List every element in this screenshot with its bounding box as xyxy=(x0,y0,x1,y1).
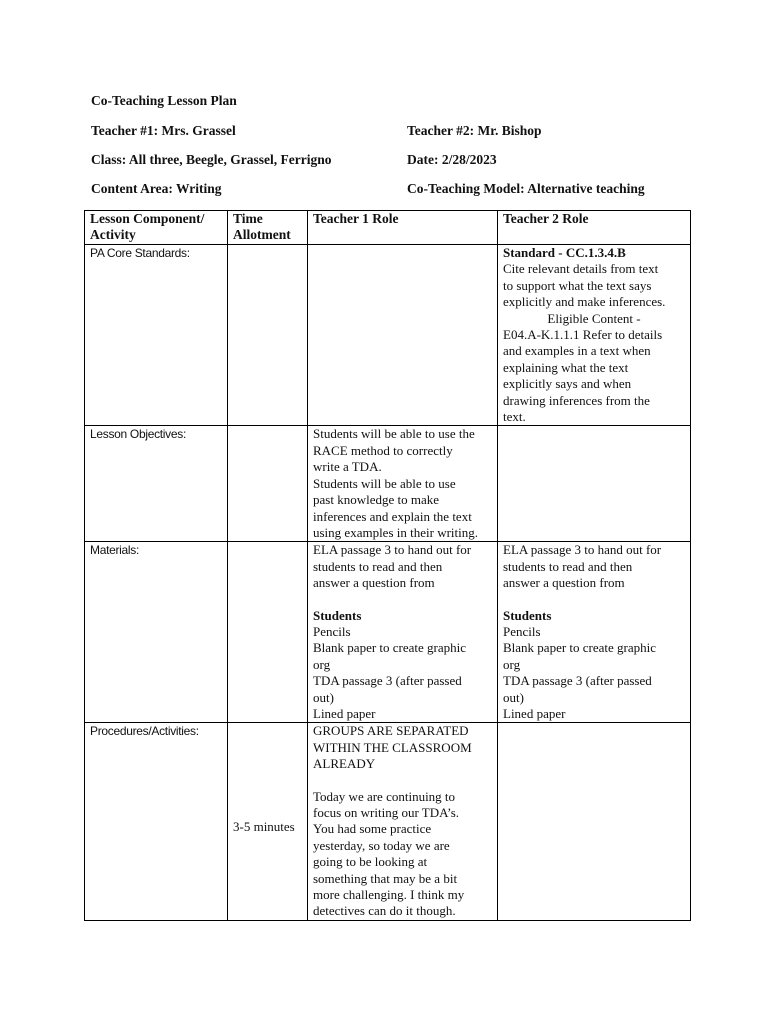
row-label: Materials: xyxy=(85,542,228,723)
text-line: past knowledge to make xyxy=(313,492,439,508)
teacher-2-cell xyxy=(498,542,691,723)
text-line: E04.A-K.1.1.1 Refer to details xyxy=(503,327,663,343)
text-line: going to be looking at xyxy=(313,854,428,870)
time-allotment: 3-5 minutes xyxy=(233,819,295,835)
column-header: Lesson Component/ Activity xyxy=(85,211,228,245)
teacher-2-cell xyxy=(498,245,691,426)
material-item: Lined paper xyxy=(313,705,376,721)
text-line: explaining what the text xyxy=(503,359,629,375)
material-item: Blank paper to create graphic xyxy=(503,640,657,656)
text-line: to support what the text says xyxy=(503,277,652,293)
students-heading: Students xyxy=(313,607,362,623)
text-line: Eligible Content - xyxy=(547,310,641,326)
material-item: Pencils xyxy=(313,623,351,639)
teacher-2-cell xyxy=(498,426,691,542)
text-line: explicitly and make inferences. xyxy=(503,294,666,310)
row-label: Lesson Objectives: xyxy=(85,426,228,542)
text-line: GROUPS ARE SEPARATED xyxy=(313,723,469,739)
table-row xyxy=(85,245,691,426)
table-row xyxy=(85,723,691,920)
time-cell xyxy=(228,542,308,723)
text-line: detectives can do it though. xyxy=(313,903,456,919)
material-item: out) xyxy=(503,689,524,705)
text-line: using examples in their writing. xyxy=(313,524,479,540)
teacher-1-cell xyxy=(308,542,498,723)
content-area: Content Area: Writing xyxy=(91,181,222,196)
text-line: students to read and then xyxy=(503,558,633,574)
spacer xyxy=(313,773,492,789)
standard-title: Standard - CC.1.3.4.B xyxy=(503,245,626,260)
text-line: Today we are continuing to xyxy=(313,788,456,804)
material-item: Blank paper to create graphic xyxy=(313,640,467,656)
material-item: org xyxy=(313,656,331,672)
students-heading: Students xyxy=(503,607,552,623)
text-line: answer a question from xyxy=(503,575,625,591)
text-line: RACE method to correctly xyxy=(313,442,453,458)
material-item: org xyxy=(503,656,521,672)
text-line: You had some practice xyxy=(313,821,432,837)
table-row xyxy=(85,542,691,723)
text-line: inferences and explain the text xyxy=(313,508,472,524)
row-label: Procedures/Activities: xyxy=(85,723,228,920)
class-info: Class: All three, Beegle, Grassel, Ferrigno xyxy=(91,152,332,167)
text-line: WITHIN THE CLASSROOM xyxy=(313,739,472,755)
text-line: Students will be able to use xyxy=(313,475,456,491)
text-line: write a TDA. xyxy=(313,459,382,475)
teacher-2: Teacher #2: Mr. Bishop xyxy=(407,123,542,138)
spacer xyxy=(503,592,685,608)
text-line: ELA passage 3 to hand out for xyxy=(313,542,472,558)
column-header: Teacher 2 Role xyxy=(498,211,691,245)
text-line: Cite relevant details from text xyxy=(503,261,659,277)
text-line: ALREADY xyxy=(313,756,376,772)
text-line: text. xyxy=(503,409,526,425)
text-line: something that may be a bit xyxy=(313,870,458,886)
text-line: more challenging. I think my xyxy=(313,887,465,903)
text-line: and examples in a text when xyxy=(503,343,651,359)
document-title: Co-Teaching Lesson Plan xyxy=(91,93,237,108)
spacer xyxy=(313,592,492,608)
teacher-1-cell xyxy=(308,426,498,542)
text-line: ELA passage 3 to hand out for xyxy=(503,542,662,558)
teacher-1-cell xyxy=(308,245,498,426)
text-line: Students will be able to use the xyxy=(313,426,475,442)
material-item: out) xyxy=(313,689,334,705)
teacher-1: Teacher #1: Mrs. Grassel xyxy=(91,123,236,138)
text-line: answer a question from xyxy=(313,575,435,591)
row-label: PA Core Standards: xyxy=(85,245,228,426)
date: Date: 2/28/2023 xyxy=(407,152,497,167)
time-cell xyxy=(228,723,308,920)
text-line: yesterday, so today we are xyxy=(313,837,450,853)
text-line: focus on writing our TDA’s. xyxy=(313,805,460,820)
teacher-2-cell xyxy=(498,723,691,920)
material-item: Lined paper xyxy=(503,705,566,721)
table-row xyxy=(85,426,691,542)
time-cell xyxy=(228,426,308,542)
co-teaching-model: Co-Teaching Model: Alternative teaching xyxy=(407,181,645,196)
column-header: Teacher 1 Role xyxy=(308,211,498,245)
material-item: TDA passage 3 (after passed xyxy=(313,673,462,689)
material-item: TDA passage 3 (after passed xyxy=(503,673,652,689)
text-line: drawing inferences from the xyxy=(503,392,650,408)
text-line: students to read and then xyxy=(313,558,443,574)
teacher-1-cell xyxy=(308,723,498,920)
lesson-plan-table xyxy=(84,210,691,921)
table-header-row xyxy=(85,211,691,245)
time-cell xyxy=(228,245,308,426)
column-header: Time Allotment xyxy=(228,211,308,245)
text-line: explicitly says and when xyxy=(503,376,632,392)
material-item: Pencils xyxy=(503,623,541,639)
